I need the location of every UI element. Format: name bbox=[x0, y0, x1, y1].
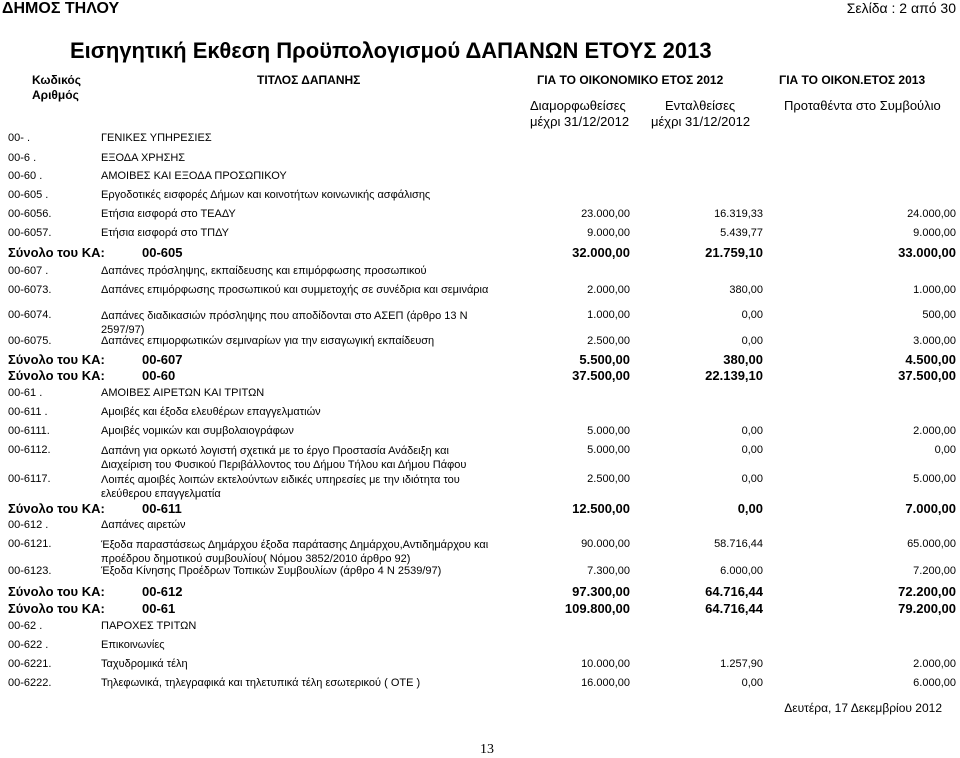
value-ordered: 1.257,90 bbox=[720, 658, 763, 670]
value-proposed: 24.000,00 bbox=[907, 208, 956, 220]
value-ordered: 6.000,00 bbox=[720, 565, 763, 577]
value-shaped: 2.500,00 bbox=[587, 335, 630, 347]
value-proposed: 4.500,00 bbox=[905, 352, 956, 367]
value-shaped: 32.000,00 bbox=[572, 245, 630, 260]
value-proposed: 0,00 bbox=[934, 444, 956, 456]
value-proposed: 72.200,00 bbox=[898, 584, 956, 599]
row-description-cont: προέδρου δημοτικού συμβουλίου( Νόμου 3852/2010 άρθρο 92) bbox=[101, 553, 411, 565]
row-description-cont: Διαχείριση του Φυσικού Περιβάλλοντος του Δήμου Τήλου και Δήμου Πάφου bbox=[101, 459, 467, 471]
col-proposed-label: Προταθέντα στο Συμβούλιο bbox=[784, 98, 941, 113]
value-proposed: 1.000,00 bbox=[913, 284, 956, 296]
row-code: 00-6123. bbox=[8, 565, 52, 577]
value-shaped: 5.000,00 bbox=[587, 444, 630, 456]
row-code: 00-6073. bbox=[8, 284, 52, 296]
col-shaped-label-2: μέχρι 31/12/2012 bbox=[530, 114, 630, 129]
value-shaped: 90.000,00 bbox=[581, 538, 630, 550]
page-indicator: Σελίδα : 2 από 30 bbox=[846, 0, 956, 16]
row-description-cont: ελεύθερου επαγγελματία bbox=[101, 488, 221, 500]
row-code: 00-607 . bbox=[8, 265, 49, 277]
value-proposed: 9.000,00 bbox=[913, 227, 956, 239]
row-code: 00-6074. bbox=[8, 309, 52, 321]
value-ordered: 380,00 bbox=[729, 284, 763, 296]
row-code: 00-60 . bbox=[8, 170, 43, 182]
value-shaped: 109.800,00 bbox=[564, 601, 630, 616]
value-shaped: 5.500,00 bbox=[579, 352, 630, 367]
col-year-2013-label: ΓΙΑ ΤΟ ΟΙΚΟΝ.ΕΤΟΣ 2013 bbox=[779, 73, 926, 87]
row-description: Έξοδα παραστάσεως Δημάρχου έξοδα παράτασης Δημάρχου,Αντιδημάρχου και bbox=[101, 539, 489, 551]
row-description: Λοιπές αμοιβές λοιπών εκτελούντων ειδικές υπηρεσίες με την ιδιότητα του bbox=[101, 474, 460, 486]
row-code: 00- . bbox=[8, 132, 31, 144]
total-code: 00-61 bbox=[142, 601, 176, 616]
row-description: Δαπάνες επιμόρφωσης προσωπικού και συμμετοχής σε συνέδρια και σεμινάρια bbox=[101, 284, 489, 296]
value-ordered: 380,00 bbox=[723, 352, 763, 367]
total-code: 00-605 bbox=[142, 245, 183, 260]
value-ordered: 0,00 bbox=[741, 444, 763, 456]
value-shaped: 2.000,00 bbox=[587, 284, 630, 296]
row-description-cont: 2597/97) bbox=[101, 324, 145, 336]
row-code: 00-612 . bbox=[8, 519, 49, 531]
row-code: 00-61 . bbox=[8, 387, 43, 399]
col-ordered-label: Ενταλθείσες bbox=[665, 98, 736, 113]
row-description: Εργοδοτικές εισφορές Δήμων και κοινοτήτων κοινωνικής ασφάλισης bbox=[101, 189, 431, 201]
total-code: 00-60 bbox=[142, 368, 176, 383]
value-ordered: 64.716,44 bbox=[705, 584, 763, 599]
value-shaped: 2.500,00 bbox=[587, 473, 630, 485]
col-code-label-2: Αριθμός bbox=[32, 88, 79, 102]
value-proposed: 65.000,00 bbox=[907, 538, 956, 550]
row-description: Ταχυδρομικά τέλη bbox=[101, 658, 188, 670]
row-description: Αμοιβές και έξοδα ελευθέρων επαγγελματιών bbox=[101, 406, 321, 418]
value-proposed: 2.000,00 bbox=[913, 425, 956, 437]
value-shaped: 23.000,00 bbox=[581, 208, 630, 220]
value-ordered: 0,00 bbox=[741, 473, 763, 485]
row-code: 00-6112. bbox=[8, 444, 51, 456]
row-code: 00-62 . bbox=[8, 620, 43, 632]
value-ordered: 58.716,44 bbox=[714, 538, 763, 550]
row-code: 00-6117. bbox=[8, 473, 51, 485]
value-ordered: 16.319,33 bbox=[714, 208, 763, 220]
value-ordered: 0,00 bbox=[741, 309, 763, 321]
value-shaped: 16.000,00 bbox=[581, 677, 630, 689]
value-ordered: 64.716,44 bbox=[705, 601, 763, 616]
value-shaped: 5.000,00 bbox=[587, 425, 630, 437]
row-description: Ετήσια εισφορά στο ΤΕΑΔΥ bbox=[101, 208, 236, 220]
value-ordered: 22.139,10 bbox=[705, 368, 763, 383]
row-description: Αμοιβές νομικών και συμβολαιογράφων bbox=[101, 425, 294, 437]
value-proposed: 6.000,00 bbox=[913, 677, 956, 689]
value-shaped: 10.000,00 bbox=[581, 658, 630, 670]
value-ordered: 0,00 bbox=[741, 677, 763, 689]
report-title: Εισηγητική Εκθεση Προϋπολογισμού ΔΑΠΑΝΩΝ ΕΤΟΥΣ 2013 bbox=[70, 38, 712, 63]
row-code: 00-6221. bbox=[8, 658, 52, 670]
row-description: ΑΜΟΙΒΕΣ ΑΙΡΕΤΩΝ ΚΑΙ ΤΡΙΤΩΝ bbox=[101, 387, 265, 399]
total-label: Σύνολο του ΚΑ: bbox=[8, 352, 105, 367]
row-code: 00-611 . bbox=[8, 406, 48, 418]
value-shaped: 12.500,00 bbox=[572, 501, 630, 516]
col-year-2012-label: ΓΙΑ ΤΟ ΟΙΚΟΝΟΜΙΚΟ ΕΤΟΣ 2012 bbox=[537, 73, 724, 87]
row-code: 00-6056. bbox=[8, 208, 52, 220]
total-label: Σύνολο του ΚΑ: bbox=[8, 368, 105, 383]
value-ordered: 0,00 bbox=[741, 425, 763, 437]
col-ordered-label-2: μέχρι 31/12/2012 bbox=[651, 114, 751, 129]
row-description: Επικοινωνίες bbox=[101, 639, 165, 651]
col-title-label: ΤΙΤΛΟΣ ΔΑΠΑΝΗΣ bbox=[257, 73, 361, 87]
row-code: 00-6057. bbox=[8, 227, 52, 239]
value-ordered: 21.759,10 bbox=[705, 245, 763, 260]
value-proposed: 33.000,00 bbox=[898, 245, 956, 260]
total-code: 00-607 bbox=[142, 352, 183, 367]
value-proposed: 3.000,00 bbox=[913, 335, 956, 347]
row-description: Δαπάνες πρόσληψης, εκπαίδευσης και επιμόρφωσης προσωπικού bbox=[101, 265, 427, 277]
value-proposed: 7.200,00 bbox=[913, 565, 956, 577]
value-shaped: 9.000,00 bbox=[587, 227, 630, 239]
row-description: Τηλεφωνικά, τηλεγραφικά και τηλετυπικά τέλη εσωτερικού ( ΟΤΕ ) bbox=[101, 677, 421, 689]
value-shaped: 1.000,00 bbox=[587, 309, 630, 321]
row-code: 00-6 . bbox=[8, 152, 37, 164]
row-description: ΠΑΡΟΧΕΣ ΤΡΙΤΩΝ bbox=[101, 620, 197, 632]
row-description: ΓΕΝΙΚΕΣ ΥΠΗΡΕΣΙΕΣ bbox=[101, 132, 212, 144]
value-shaped: 97.300,00 bbox=[572, 584, 630, 599]
organization-name: ΔΗΜΟΣ ΤΗΛΟΥ bbox=[2, 0, 120, 17]
value-proposed: 500,00 bbox=[922, 309, 956, 321]
row-description: Ετήσια εισφορά στο ΤΠΔΥ bbox=[101, 227, 229, 239]
total-code: 00-612 bbox=[142, 584, 183, 599]
row-description: Έξοδα Κίνησης Προέδρων Τοπικών Συμβουλίων (άρθρο 4 Ν 2539/97) bbox=[101, 565, 442, 577]
row-description: ΑΜΟΙΒΕΣ ΚΑΙ ΕΞΟΔΑ ΠΡΟΣΩΠΙΚΟΥ bbox=[101, 170, 287, 182]
row-description: Δαπάνη για ορκωτό λογιστή σχετικά με το έργο Προστασία Ανάδειξη και bbox=[101, 445, 449, 457]
row-description: ΕΞΟΔΑ ΧΡΗΣΗΣ bbox=[101, 152, 186, 164]
row-description: Δαπάνες αιρετών bbox=[101, 519, 186, 531]
row-code: 00-605 . bbox=[8, 189, 49, 201]
value-shaped: 7.300,00 bbox=[587, 565, 630, 577]
value-shaped: 37.500,00 bbox=[572, 368, 630, 383]
row-description: Δαπάνες επιμορφωτικών σεμιναρίων για την εισαγωγική εκπαίδευση bbox=[101, 335, 435, 347]
col-shaped-label: Διαμορφωθείσες bbox=[530, 98, 626, 113]
col-code-label: Κωδικός bbox=[32, 73, 82, 87]
row-code: 00-6121. bbox=[8, 538, 52, 550]
total-label: Σύνολο του ΚΑ: bbox=[8, 601, 105, 616]
value-ordered: 0,00 bbox=[741, 335, 763, 347]
row-code: 00-6111. bbox=[8, 425, 50, 437]
total-code: 00-611 bbox=[142, 501, 182, 516]
row-code: 00-6075. bbox=[8, 335, 52, 347]
total-label: Σύνολο του ΚΑ: bbox=[8, 501, 105, 516]
total-label: Σύνολο του ΚΑ: bbox=[8, 245, 105, 260]
row-code: 00-622 . bbox=[8, 639, 49, 651]
report-date: Δευτέρα, 17 Δεκεμβρίου 2012 bbox=[784, 701, 942, 715]
page-number: 13 bbox=[480, 742, 494, 757]
value-proposed: 5.000,00 bbox=[913, 473, 956, 485]
row-code: 00-6222. bbox=[8, 677, 52, 689]
value-proposed: 79.200,00 bbox=[898, 601, 956, 616]
value-ordered: 5.439,77 bbox=[720, 227, 763, 239]
value-proposed: 2.000,00 bbox=[913, 658, 956, 670]
value-ordered: 0,00 bbox=[737, 501, 763, 516]
row-description: Δαπάνες διαδικασιών πρόσληψης που αποδίδονται στο ΑΣΕΠ (άρθρο 13 Ν bbox=[101, 310, 468, 322]
total-label: Σύνολο του ΚΑ: bbox=[8, 584, 105, 599]
value-proposed: 7.000,00 bbox=[905, 501, 956, 516]
value-proposed: 37.500,00 bbox=[898, 368, 956, 383]
